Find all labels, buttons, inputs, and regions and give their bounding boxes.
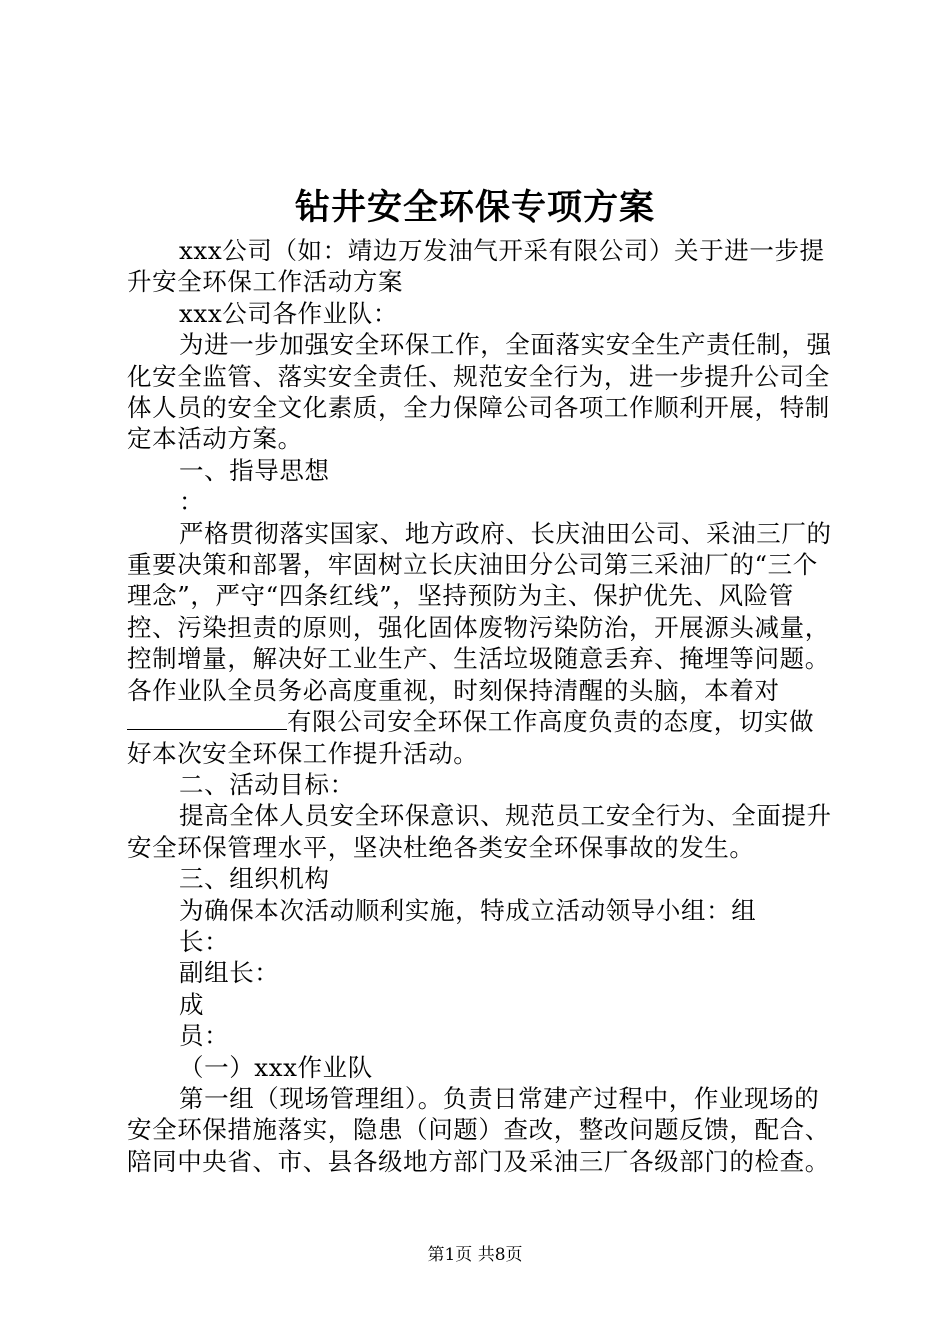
page-footer: 第1页 共8页 xyxy=(427,1245,523,1265)
heading-activity-goal: 二、活动目标： xyxy=(179,769,355,799)
paragraph-activity-goal: 提高全体人员安全环保意识、规范员工安全行为、全面提升安全环保管理水平，坚决杜绝各类安全环保事故的发生。 xyxy=(127,801,832,862)
document-title: 钻井安全环保专项方案 xyxy=(294,188,655,228)
heading-organization: 三、组织机构 xyxy=(179,864,330,894)
paragraph-guiding-content xyxy=(127,518,837,769)
fill-in-blank xyxy=(127,709,287,730)
heading-team: （一）xxx作业队 xyxy=(179,1052,373,1082)
heading-guiding-thought: 一、指导思想 xyxy=(179,455,330,485)
paragraph-group-one: 第一组（现场管理组）。负责日常建产过程中，作业现场的安全环保措施落实，隐患（问题）查改，整改问题反馈，配合、陪同中央省、市、县各级地方部门及采油三厂各级部门的检查。 xyxy=(127,1083,830,1176)
paragraph-intro: xxx公司（如：靖边万发油气开采有限公司）关于进一步提升安全环保工作活动方案 xyxy=(127,236,825,297)
paragraph-organization: 为确保本次活动顺利实施，特成立活动领导小组：组 xyxy=(179,895,757,925)
paragraph-salutation: xxx公司各作业队： xyxy=(179,298,398,328)
document-body xyxy=(127,235,837,1177)
deputy-leader-line: 副组长： xyxy=(179,958,280,988)
guiding-text-before-blank: 严格贯彻落实国家、地方政府、长庆油田公司、采油三厂的重要决策和部署，牢固树立长庆油田分公司第三采油厂的“三个理念”，严守“四条红线”，坚持预防为主、保护优先、风险管控、污染担责的原则，强化固体废物污染防治，开展源头减量，控制增量，解决好工业生产、生活垃圾随意丢弃、掩埋等问题。各作业队全员务必高度重视，时刻保持清醒的头脑，本着对 xyxy=(127,518,832,705)
guiding-text-after-blank: 有限公司安全环保工作高度负责的态度，切实做好本次安全环保工作提升活动。 xyxy=(127,707,815,768)
member-line-1: 成 xyxy=(179,989,205,1019)
leader-line: 长： xyxy=(179,926,230,956)
member-line-2: 员： xyxy=(179,1021,230,1051)
colon-line: ： xyxy=(179,487,205,517)
paragraph-purpose: 为进一步加强安全环保工作，全面落实安全生产责任制，强化安全监管、落实安全责任、规范安全行为，进一步提升公司全体人员的安全文化素质，全力保障公司各项工作顺利开展，特制定本活动方案。 xyxy=(127,330,832,454)
